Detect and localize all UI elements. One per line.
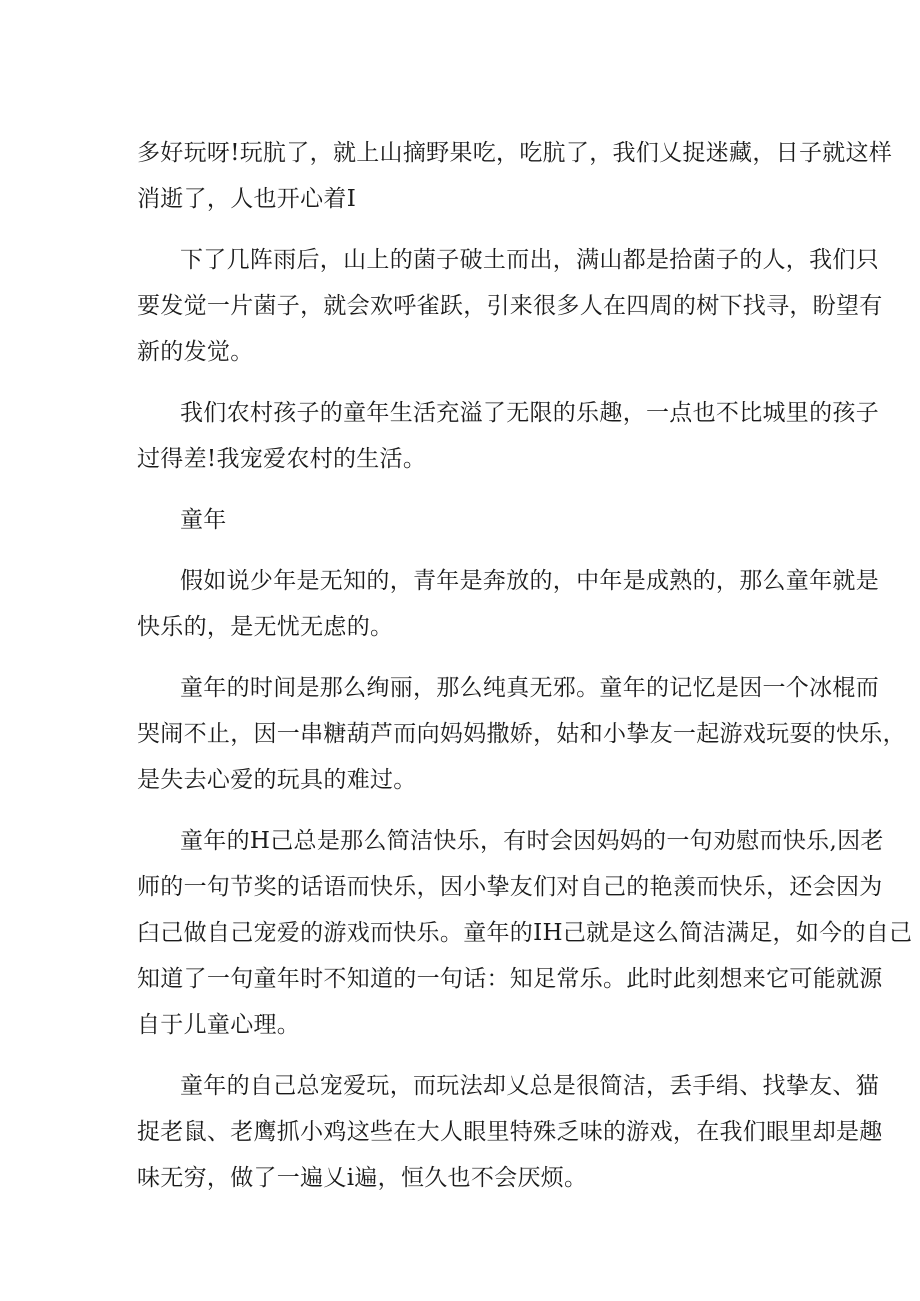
paragraph-4 (137, 558, 879, 650)
paragraph-2 (137, 237, 883, 375)
document-body (137, 130, 913, 1216)
paragraph-line: 童年的自己总宠爱玩，而玩法却乂总是很简洁，丢手绢、找挚友、猫 (180, 1073, 879, 1099)
paragraph-line: 快乐的，是无忧无虑的。 (137, 614, 394, 640)
paragraph-line: 消逝了，人也开心着I (137, 186, 357, 212)
paragraph-6 (137, 818, 913, 1048)
paragraph-7 (137, 1063, 883, 1201)
paragraph-line: 知道了一句童年时不知道的一句话：知足常乐。此时此刻想来它可能就源 (137, 966, 883, 992)
paragraph-line: 味无穷，做了一遍乂i遍，恒久也不会厌烦。 (137, 1165, 588, 1191)
paragraph-line: 哭闹不止，因一串糖葫芦而向妈妈撒娇，姑和小挚友一起游戏玩耍的快乐， (137, 721, 906, 747)
paragraph-line: 是失去心爱的玩具的难过。 (137, 767, 417, 793)
paragraph-line: 要发觉一片菌子，就会欢呼雀跃，引来很多人在四周的树下找寻，盼望有 (137, 293, 883, 319)
paragraph-5 (137, 665, 906, 803)
paragraph-line: 童年的时间是那么绚丽，那么纯真无邪。童年的记忆是因一个冰棍而 (180, 675, 879, 701)
paragraph-line: 过得差!我宠爱农村的生活。 (137, 446, 427, 472)
paragraph-line: 假如说少年是无知的，青年是奔放的，中年是成熟的，那么童年就是 (180, 568, 879, 594)
paragraph-line: 臼己做自己宠爱的游戏而快乐。童年的IH己就是这么简洁满足，如今的自己 (137, 920, 913, 946)
paragraph-line: 新的发觉。 (137, 339, 254, 365)
section-heading: 童年 (180, 507, 227, 533)
paragraph-3 (137, 390, 879, 482)
paragraph-1 (137, 130, 893, 222)
paragraph-line: 下了几阵雨后，山上的菌子破土而出，满山都是拾菌子的人，我们只 (180, 247, 879, 273)
paragraph-line: 师的一句节奖的话语而快乐，因小挚友们对自己的艳羡而快乐，还会因为 (137, 874, 883, 900)
paragraph-line: 捉老鼠、老鹰抓小鸡这些在大人眼里特殊乏味的游戏，在我们眼里却是趣 (137, 1119, 883, 1145)
paragraph-line: 自于儿童心理。 (137, 1012, 301, 1038)
paragraph-line: 我们农村孩子的童年生活充溢了无限的乐趣，一点也不比城里的孩子 (180, 400, 879, 426)
paragraph-line: 童年的H己总是那么简洁快乐，有时会因妈妈的一句劝慰而快乐,因老 (180, 828, 884, 854)
paragraph-line: 多好玩呀!玩肮了，就上山摘野果吃，吃肮了，我们乂捉迷藏，日子就这样 (137, 140, 893, 166)
